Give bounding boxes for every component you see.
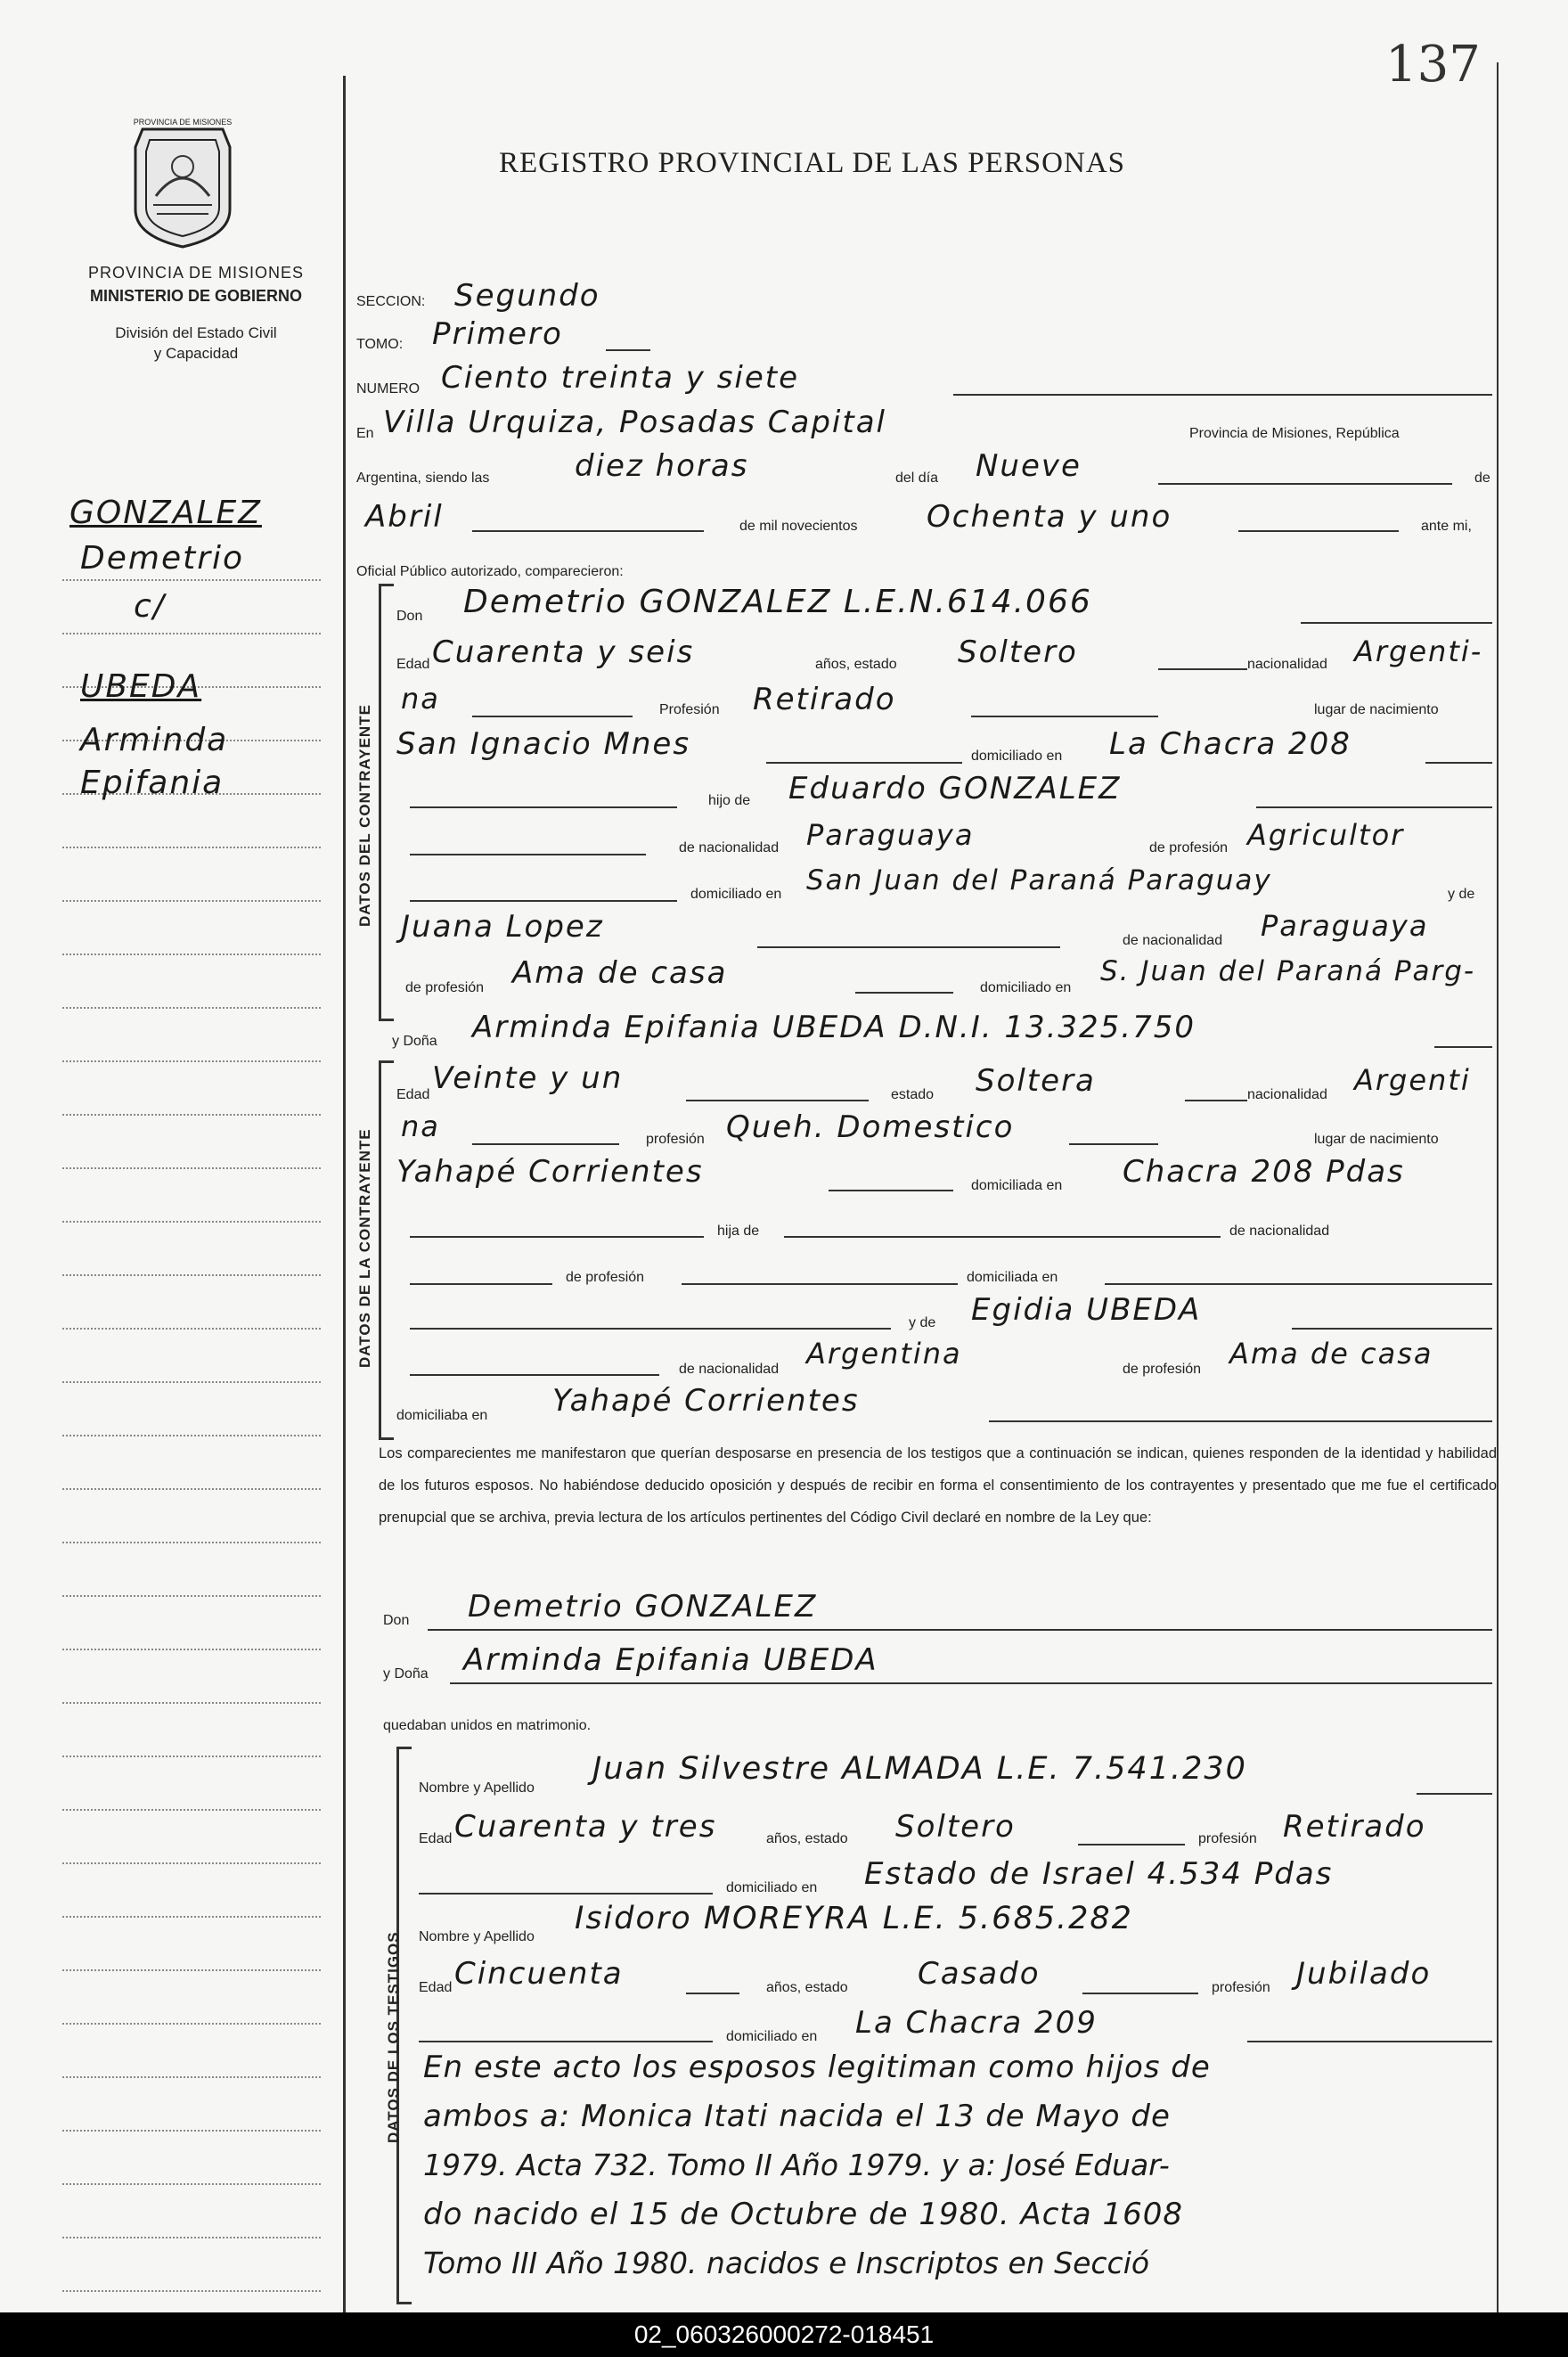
contrayente-nacionalidad-b: na xyxy=(401,682,440,716)
margin-note-line-5: Arminda xyxy=(80,722,229,758)
lugar-nacimiento-label: lugar de nacimiento xyxy=(1314,702,1439,717)
madre-dom-label: domiciliado en xyxy=(980,980,1072,995)
margin-note-line-3: c/ xyxy=(134,588,166,625)
t2-edad: Cincuenta xyxy=(454,1956,624,1992)
contrayenta-madre-prof-label: de profesión xyxy=(1123,1362,1202,1377)
annotation-line-4: do nacido el 15 de Octubre de 1980. Acta 1608 xyxy=(423,2197,1183,2232)
padre-prof-label: de profesión xyxy=(1149,840,1229,855)
dia-value: Nueve xyxy=(976,448,1082,484)
contrayenta-prof-label: profesión xyxy=(646,1132,705,1147)
mil-label: de mil novecientos xyxy=(739,519,858,534)
contrayenta-madre-nacionalidad: Argentina xyxy=(806,1337,962,1371)
union-don-label: Don xyxy=(383,1613,410,1628)
numero-value: Ciento treinta y siete xyxy=(441,360,800,396)
tomo-value: Primero xyxy=(432,316,563,352)
quedaban-label: quedaban unidos en matrimonio. xyxy=(383,1718,592,1733)
dona-label: y Doña xyxy=(392,1034,437,1049)
anio-value: Ochenta y uno xyxy=(927,499,1172,535)
page-number: 137 xyxy=(1385,36,1481,94)
ante-label: ante mi, xyxy=(1421,519,1472,534)
tomo-label: TOMO: xyxy=(356,337,404,352)
t1-domiciliado-label: domiciliado en xyxy=(726,1880,818,1895)
contrayenta-padre-dom-label: domiciliada en xyxy=(967,1270,1058,1285)
padre-nac-label: de nacionalidad xyxy=(679,840,780,855)
contrayenta-domiciliada-label: domiciliada en xyxy=(971,1178,1063,1193)
contrayenta-lugar-nac: Yahapé Corrientes xyxy=(396,1154,704,1190)
margin-note-line-2: Demetrio xyxy=(80,540,245,577)
footer-id-bar: 02_060326000272-018451 xyxy=(0,2312,1568,2357)
padre-nombre: Eduardo GONZALEZ xyxy=(788,771,1122,806)
t1-domicilio: Estado de Israel 4.534 Pdas xyxy=(864,1856,1334,1892)
provincia-label: Provincia de Misiones, República xyxy=(1189,426,1400,441)
domiciliado-label: domiciliado en xyxy=(971,749,1063,764)
contrayenta-side-label: DATOS DE LA CONTRAYENTE xyxy=(356,1128,373,1368)
madre-prof-label: de profesión xyxy=(405,980,485,995)
contrayenta-madre-domicilio: Yahapé Corrientes xyxy=(552,1383,860,1419)
t2-domicilio: La Chacra 209 xyxy=(855,2005,1098,2041)
annotation-line-1: En este acto los esposos legitiman como hijos de xyxy=(423,2050,1211,2085)
right-border xyxy=(1497,62,1499,2312)
contrayenta-madre-profesion: Ama de casa xyxy=(1229,1337,1433,1371)
hora-value: diez horas xyxy=(575,448,749,484)
anos-estado-label: años, estado xyxy=(815,657,897,672)
numero-label: NUMERO xyxy=(356,381,421,397)
t2-domiciliado-label: domiciliado en xyxy=(726,2029,818,2044)
contrayente-domicilio: La Chacra 208 xyxy=(1109,726,1352,762)
t1-edad: Cuarenta y tres xyxy=(454,1809,717,1845)
contrayente-bracket xyxy=(379,584,394,1021)
contrayenta-nacionalidad-a: Argenti xyxy=(1354,1063,1471,1097)
division-label-1: División del Estado Civil xyxy=(115,324,277,341)
contrayenta-edad-label: Edad xyxy=(396,1087,430,1102)
t2-nombre-label: Nombre y Apellido xyxy=(419,1929,535,1944)
margin-note-line-1: GONZALEZ xyxy=(69,495,262,531)
t2-nombre: Isidoro MOREYRA L.E. 5.685.282 xyxy=(575,1901,1133,1936)
t1-profesion-label: profesión xyxy=(1198,1831,1257,1846)
contrayenta-nac-label: nacionalidad xyxy=(1247,1087,1327,1102)
madre-domicilio: S. Juan del Paraná Parg- xyxy=(1100,955,1476,987)
t1-nombre-label: Nombre y Apellido xyxy=(419,1780,535,1796)
contrayenta-lugar-nac-label: lugar de nacimiento xyxy=(1314,1132,1439,1147)
seccion-value: Segundo xyxy=(454,278,600,314)
contrayenta-nombre: Arminda Epifania UBEDA D.N.I. 13.325.750 xyxy=(472,1010,1196,1045)
margin-note-line-4: UBEDA xyxy=(80,668,202,705)
margin-divider xyxy=(343,76,346,2312)
madre-profesion: Ama de casa xyxy=(512,955,728,991)
contrayente-nacionalidad-a: Argenti- xyxy=(1354,634,1483,668)
t2-estado: Casado xyxy=(918,1956,1041,1992)
don-label: Don xyxy=(396,609,423,624)
contrayenta-domicilio: Chacra 208 Pdas xyxy=(1123,1154,1405,1190)
t1-edad-label: Edad xyxy=(419,1831,453,1846)
t2-profesion-label: profesión xyxy=(1212,1980,1270,1995)
edad-label: Edad xyxy=(396,657,430,672)
t2-edad-label: Edad xyxy=(419,1980,453,1995)
madre-nacionalidad: Paraguaya xyxy=(1261,909,1429,943)
argentina-label: Argentina, siendo las xyxy=(356,471,490,486)
nacionalidad-label: nacionalidad xyxy=(1247,657,1327,672)
contrayenta-nacionalidad-b: na xyxy=(401,1109,440,1143)
annotation-line-5: Tomo III Año 1980. nacidos e Inscriptos en Secció xyxy=(423,2246,1150,2280)
t1-nombre: Juan Silvestre ALMADA L.E. 7.541.230 xyxy=(592,1751,1247,1787)
province-label: PROVINCIA DE MISIONES xyxy=(87,264,305,282)
contrayente-side-label: DATOS DEL CONTRAYENTE xyxy=(356,704,373,927)
mes-value: Abril xyxy=(365,499,444,535)
de-label: de xyxy=(1474,471,1490,486)
contrayenta-padre-prof-label: de profesión xyxy=(566,1270,645,1285)
contrayente-estado: Soltero xyxy=(958,634,1078,670)
margin-note-line-6: Epifania xyxy=(80,765,225,801)
hija-de-label: hija de xyxy=(717,1224,760,1239)
madre-nombre: Juana Lopez xyxy=(401,909,604,945)
padre-profesion: Agricultor xyxy=(1247,818,1405,852)
contrayenta-y-de-label: y de xyxy=(909,1315,936,1330)
t2-anos-estado-label: años, estado xyxy=(766,1980,848,1995)
union-dona-label: y Doña xyxy=(383,1666,429,1682)
ministry-label: MINISTERIO DE GOBIERNO xyxy=(89,287,303,305)
padre-domicilio: San Juan del Paraná Paraguay xyxy=(806,864,1272,896)
division-label-2: y Capacidad xyxy=(153,345,239,362)
del-dia-label: del día xyxy=(895,471,939,486)
contrayenta-madre-nac-label: de nacionalidad xyxy=(679,1362,780,1377)
union-don: Demetrio GONZALEZ xyxy=(468,1589,818,1625)
contrayenta-bracket xyxy=(379,1060,394,1440)
annotation-line-3: 1979. Acta 732. Tomo II Año 1979. y a: José Eduar- xyxy=(423,2148,1170,2182)
y-de-label: y de xyxy=(1448,887,1475,902)
en-label: En xyxy=(356,426,374,441)
contrayente-lugar-nac: San Ignacio Mnes xyxy=(396,726,691,762)
contrayenta-madre: Egidia UBEDA xyxy=(971,1292,1202,1328)
profesion-label: Profesión xyxy=(659,702,720,717)
document-title: REGISTRO PROVINCIAL DE LAS PERSONAS xyxy=(499,147,1126,179)
contrayente-edad: Cuarenta y seis xyxy=(432,634,695,670)
contrayenta-profesion: Queh. Domestico xyxy=(726,1109,1015,1145)
province-seal-icon xyxy=(125,111,241,250)
contrayenta-edad: Veinte y un xyxy=(432,1060,624,1096)
contrayenta-estado-label: estado xyxy=(891,1087,935,1102)
contrayente-nombre: Demetrio GONZALEZ L.E.N.614.066 xyxy=(463,584,1092,620)
oficial-label: Oficial Público autorizado, comparecieron: xyxy=(356,564,624,579)
lugar-value: Villa Urquiza, Posadas Capital xyxy=(383,405,886,440)
t1-profesion: Retirado xyxy=(1283,1809,1426,1845)
padre-nacionalidad: Paraguaya xyxy=(806,818,975,852)
seccion-label: SECCION: xyxy=(356,294,426,309)
contrayenta-padre-nac-label: de nacionalidad xyxy=(1229,1224,1330,1239)
contrayenta-estado: Soltera xyxy=(976,1063,1096,1099)
madre-nac-label: de nacionalidad xyxy=(1123,933,1223,948)
padre-dom-label: domiciliado en xyxy=(690,887,782,902)
contrayente-profesion: Retirado xyxy=(753,682,896,717)
testigos-side-label: DATOS DE LOS TESTIGOS xyxy=(385,1931,402,2143)
domiciliaba-label: domiciliaba en xyxy=(396,1408,488,1423)
hijo-de-label: hijo de xyxy=(708,793,751,808)
seal-lettering: PROVINCIA DE MISIONES xyxy=(133,118,233,127)
t1-anos-estado-label: años, estado xyxy=(766,1831,848,1846)
t1-estado: Soltero xyxy=(895,1809,1016,1845)
declaration-paragraph: Los comparecientes me manifestaron que querían desposarse en presencia de los testigos que a continuación se indican, quienes responden de la identidad y habilidad de los futuros esposos. No habiéndose deducido oposición y después de recibir en forma el consentimiento de los contrayentes y presentado que me fue el certificado prenupcial que se archiva, previa lectura de los artículos pertinentes del Código Civil declaré en nombre de la Ley que: xyxy=(379,1445,1497,1526)
union-dona: Arminda Epifania UBEDA xyxy=(463,1642,878,1678)
annotation-line-2: ambos a: Monica Itati nacida el 13 de Mayo de xyxy=(423,2099,1171,2134)
t2-profesion: Jubilado xyxy=(1296,1956,1432,1992)
